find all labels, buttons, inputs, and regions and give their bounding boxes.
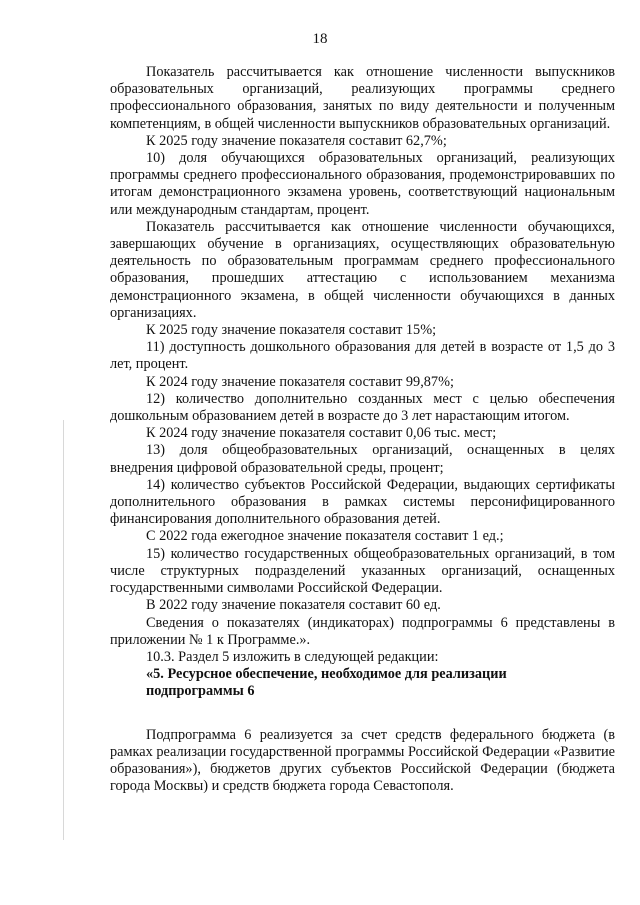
paragraph-indicator-11: 11) доступность дошкольного образования для детей в возрасте от 1,5 до 3 лет, процент. [110, 339, 615, 373]
paragraph-indicator-14-target: С 2022 года ежегодное значение показателя составит 1 ед.; [146, 528, 504, 545]
paragraph-funding: Подпрограмма 6 реализуется за счет средств федерального бюджета (в рамках реализации государственной программы Российской Федерации «Развитие образования»), бюджетов других субъектов Российской Федерации (бюджета города Москвы) и средств бюджета города Севастополя. [110, 726, 615, 795]
paragraph-indicator-10-method: Показатель рассчитывается как отношение численности обучающихся, завершающих обучение в организациях, осуществляющих образовательную деятельность по образовательным программам среднего профессионального образования, прошедших аттестацию с использованием механизма демонстрационного экзамена, в общей численности обучающихся в данных организациях. [110, 218, 615, 321]
paragraph-indicator-15: 15) количество государственных общеобразовательных организаций, в том числе структурных подразделений указанных организаций, оснащенных государственными символами Российской Федерации. [110, 545, 615, 597]
section-heading-line-2: подпрограммы 6 [146, 683, 255, 700]
scan-edge-mark [63, 420, 64, 840]
page-number: 18 [312, 31, 328, 47]
paragraph-indicator-9-method: Показатель рассчитывается как отношение численности выпускников образовательных организаций, реализующих программы среднего профессионального образования, занятых по виду деятельности и полученным компетенциям, в общей численности выпускников образовательных организаций. [110, 64, 615, 132]
section-heading-line-1: «5. Ресурсное обеспечение, необходимое для реализации [146, 666, 507, 683]
paragraph-indicator-10-target: К 2025 году значение показателя составит 15%; [146, 322, 437, 339]
paragraph-section-amendment: 10.3. Раздел 5 изложить в следующей редакции: [146, 648, 439, 665]
paragraph-indicator-11-target: К 2024 году значение показателя составит 99,87%; [146, 373, 454, 390]
paragraph-appendix-reference: Сведения о показателях (индикаторах) подпрограммы 6 представлены в приложении № 1 к Программе.». [110, 614, 615, 648]
paragraph-indicator-15-target: В 2022 году значение показателя составит 60 ед. [146, 597, 441, 614]
paragraph-indicator-12-target: К 2024 году значение показателя составит 0,06 тыс. мест; [146, 425, 497, 442]
paragraph-indicator-10: 10) доля обучающихся образовательных организаций, реализующих программы среднего профессионального образования, продемонстрировавших по итогам демонстрационного экзамена уровень, соответствующий национальным или международным стандартам, процент. [110, 150, 615, 218]
paragraph-indicator-14: 14) количество субъектов Российской Федерации, выдающих сертификаты дополнительного образования в рамках системы персонифицированного финансирования дополнительного образования детей. [110, 476, 615, 528]
paragraph-indicator-12: 12) количество дополнительно созданных мест с целью обеспечения дошкольным образованием детей в возрасте до 3 лет нарастающим итогом. [110, 390, 615, 425]
paragraph-indicator-9-target: К 2025 году значение показателя составит 62,7%; [146, 132, 447, 149]
paragraph-indicator-13: 13) доля общеобразовательных организаций, оснащенных в целях внедрения цифровой образовательной среды, процент; [110, 442, 615, 476]
document-body [110, 64, 615, 795]
